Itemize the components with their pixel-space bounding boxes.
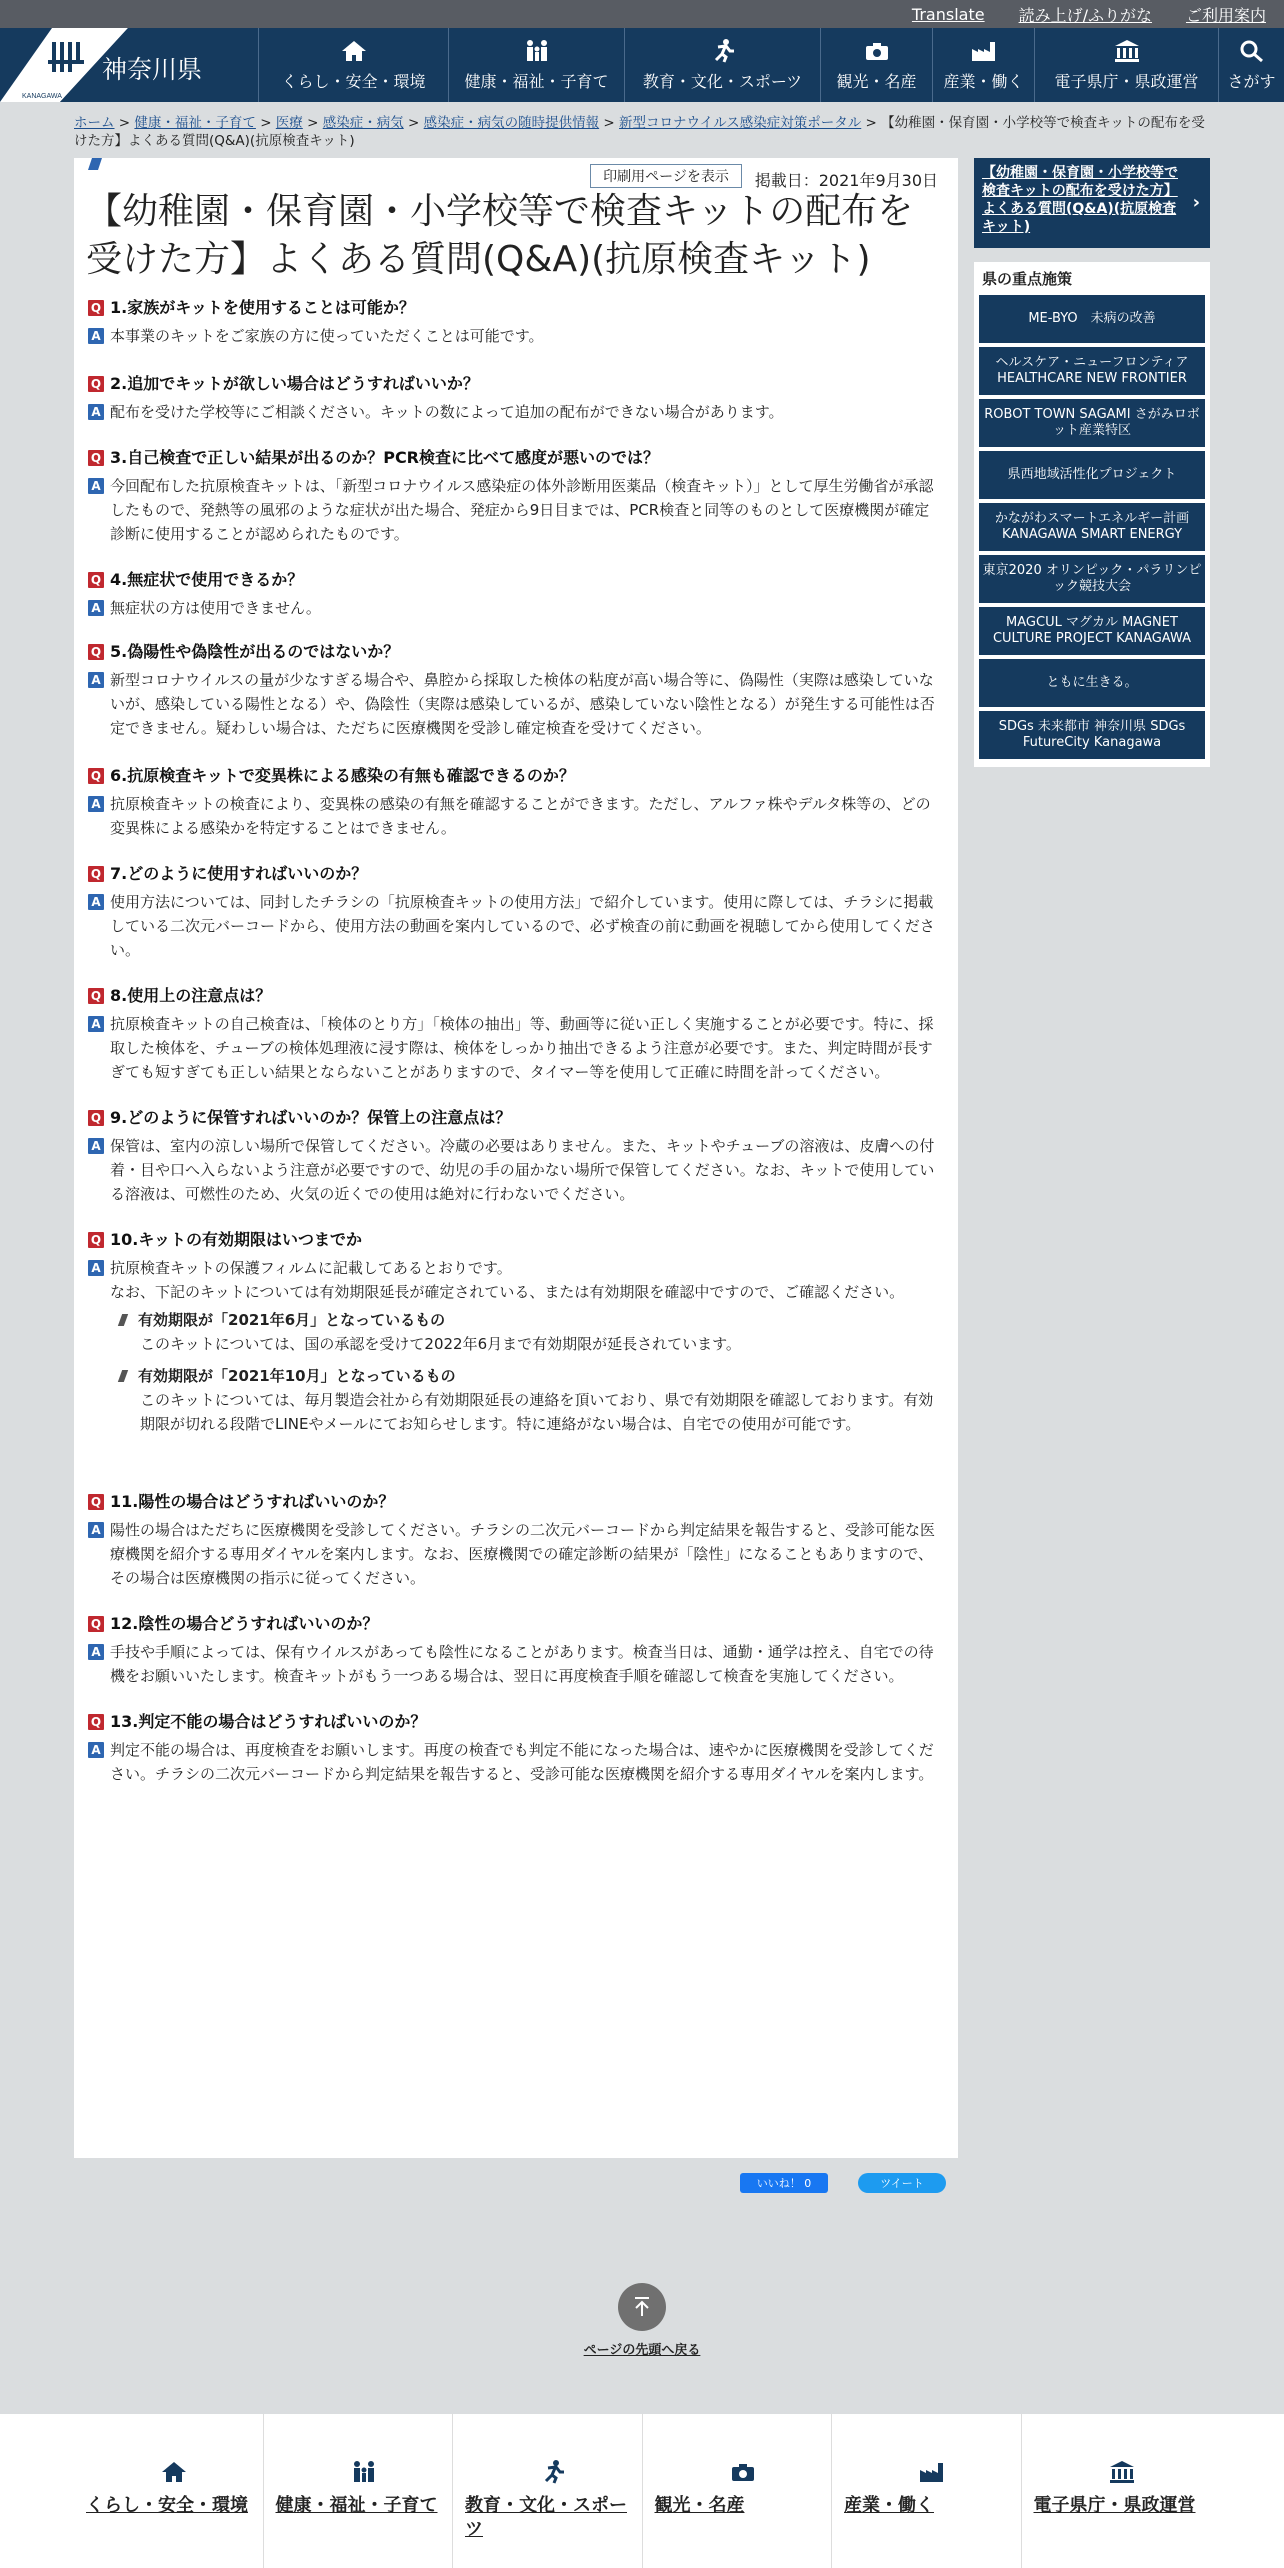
- prefecture-name: 神奈川県: [102, 55, 203, 84]
- facebook-like-button[interactable]: いいね！ 0: [740, 2173, 828, 2193]
- banner-magcul[interactable]: MAGCUL マグカル MAGNET CULTURE PROJECT KANAGAWA: [979, 607, 1205, 655]
- breadcrumb-separator: >: [865, 115, 877, 131]
- government-icon: [1114, 39, 1140, 63]
- furigana-link[interactable]: 読み上げ/ふりがな: [1018, 5, 1152, 25]
- nav-label: 電子県庁・県政運営: [1054, 71, 1199, 91]
- question-badge: Q: [88, 376, 104, 392]
- footer-nav-label: 産業・働く: [844, 2495, 934, 2516]
- question-text: 3.自己検査で正しい結果が出るのか？PCR検査に比べて感度が悪いのでは？: [110, 448, 660, 467]
- family-icon: [524, 39, 550, 63]
- site-header: [0, 28, 1284, 102]
- answer-badge: A: [88, 404, 104, 420]
- print-page-button[interactable]: 印刷用ページを表示: [590, 164, 742, 188]
- question-text: 9.どのように保管すればいいのか？保管上の注意点は？: [110, 1108, 512, 1127]
- qa-item: [88, 766, 940, 840]
- answer-note: なお、下記のキットについては有効期限延長が確定されている、または有効期限を確認中ですので、ご確認ください。: [110, 1283, 905, 1301]
- breadcrumb-separator: >: [307, 115, 319, 131]
- question-badge: Q: [88, 1714, 104, 1730]
- breadcrumb-link[interactable]: 新型コロナウイルス感染症対策ポータル: [619, 115, 862, 131]
- qa-item: [88, 986, 940, 1084]
- qa-item: [88, 374, 940, 424]
- question-badge: Q: [88, 300, 104, 316]
- svg-text:KANAGAWA: KANAGAWA: [22, 93, 62, 100]
- expiry-note-heading: 有効期限が「2021年6月」となっているもの: [138, 1311, 446, 1329]
- question-text: 13.判定不能の場合はどうすればいいのか？: [110, 1712, 427, 1731]
- question-badge: Q: [88, 1232, 104, 1248]
- corner-accent-icon: [88, 158, 102, 170]
- bullet-icon: [118, 1370, 128, 1382]
- nav-health[interactable]: [448, 28, 624, 102]
- bullet-icon: [118, 1314, 128, 1326]
- qa-item: [88, 1230, 940, 1436]
- banner-kensei-project[interactable]: 県西地域活性化プロジェクト: [979, 451, 1205, 499]
- question-badge: Q: [88, 1494, 104, 1510]
- question-text: 6.抗原検査キットで変異株による感染の有無も確認できるのか？: [110, 766, 575, 785]
- banner-robot-town-sagami[interactable]: ROBOT TOWN SAGAMI さがみロボット産業特区: [979, 399, 1205, 447]
- factory-icon: [971, 39, 997, 63]
- banner-tomoni-ikiru[interactable]: ともに生きる。: [979, 659, 1205, 707]
- posted-date: 掲載日：2021年9月30日: [754, 171, 938, 190]
- answer-text: 抗原検査キットの自己検査は、「検体のとり方」「検体の抽出」等、動画等に従い正しく実施することが必要です。特に、採取した検体を、チューブの検体処理液に浸す際は、検体をしっかり抽出できるよう注意が必要です。また、判定時間が長すぎても短すぎても正しい結果とならないことがありますので、タイマー等を使用して正確に時間を計ってください。: [110, 1015, 934, 1081]
- house-icon: [341, 39, 367, 63]
- answer-text: 手技や手順によっては、保有ウイルスがあっても陰性になることがあります。検査当日は、通勤・通学は控え、自宅での待機をお願いいたします。検査キットがもう一つある場合は、翌日に再度検査手順を確認して検査を実施してください。: [110, 1643, 934, 1685]
- breadcrumb-link[interactable]: 感染症・病気の随時提供情報: [423, 115, 600, 131]
- answer-badge: A: [88, 1644, 104, 1660]
- answer-badge: A: [88, 1138, 104, 1154]
- camera-icon: [729, 2460, 757, 2484]
- question-badge: Q: [88, 1616, 104, 1632]
- family-icon: [350, 2460, 378, 2484]
- question-badge: Q: [88, 768, 104, 784]
- answer-badge: A: [88, 1016, 104, 1032]
- sidebar-current-page-link[interactable]: [974, 158, 1210, 248]
- footer-nav-health[interactable]: [263, 2414, 453, 2568]
- global-nav: [258, 28, 1284, 102]
- breadcrumb-separator: >: [603, 115, 615, 131]
- footer-nav-tourism[interactable]: [642, 2414, 832, 2568]
- site-logo[interactable]: [0, 28, 250, 102]
- question-text: 11.陽性の場合はどうすればいいのか？: [110, 1492, 395, 1511]
- qa-item: [88, 298, 940, 348]
- main-content: [74, 158, 958, 2158]
- question-text: 1.家族がキットを使用することは可能か？: [110, 298, 415, 317]
- breadcrumb-separator: >: [408, 115, 420, 131]
- runner-icon: [710, 39, 736, 63]
- qa-item: [88, 448, 940, 546]
- priority-policies-title: 県の重点施策: [982, 270, 1073, 288]
- nav-label: 教育・文化・スポーツ: [642, 71, 803, 91]
- footer-nav-label: 電子県庁・県政運営: [1033, 2495, 1196, 2516]
- breadcrumb-separator: >: [118, 115, 131, 131]
- nav-label: 健康・福祉・子育て: [464, 71, 609, 91]
- nav-search[interactable]: [1218, 28, 1284, 102]
- footer-nav-label: 健康・福祉・子育て: [275, 2495, 438, 2516]
- breadcrumb: [74, 114, 1214, 150]
- answer-text: 無症状の方は使用できません。: [110, 599, 321, 617]
- answer-badge: A: [88, 600, 104, 616]
- question-text: 2.追加でキットが欲しい場合はどうすればいいか？: [110, 374, 479, 393]
- qa-item: [88, 1712, 940, 1786]
- banner-tokyo-2020[interactable]: 東京2020 オリンピック・パラリンピック競技大会: [979, 555, 1205, 603]
- answer-text: 陽性の場合はただちに医療機関を受診してください。チラシの二次元バーコードから判定結果を報告すると、受診可能な医療機関を紹介する専用ダイヤルを案内します。なお、医療機関での確定診断の結果が「陰性」になることもありますので、その場合は医療機関の指示に従ってください。: [110, 1521, 936, 1587]
- question-text: 5.偽陽性や偽陰性が出るのではないか？: [110, 642, 400, 661]
- answer-text: 保管は、室内の涼しい場所で保管してください。冷蔵の必要はありません。また、キットやチューブの溶液は、皮膚への付着・目や口へ入らないよう注意が必要ですので、幼児の手の届かない場所で保管してください。なお、キットで使用している溶液は、可燃性のため、火気の近くでの使用は絶対に行わないでください。: [110, 1137, 935, 1203]
- answer-text: 判定不能の場合は、再度検査をお願いします。再度の検査でも判定不能になった場合は、速やかに医療機関を受診してください。チラシの二次元バーコードから判定結果を報告すると、受診可能な医療機関を紹介する専用ダイヤルを案内します。: [110, 1741, 934, 1783]
- answer-badge: A: [88, 1522, 104, 1538]
- banner-mebyo[interactable]: ME-BYO 未病の改善: [979, 295, 1205, 343]
- runner-icon: [539, 2460, 567, 2484]
- footer-nav-living[interactable]: [74, 2414, 263, 2568]
- question-text: 10.キットの有効期限はいつまでか: [110, 1230, 363, 1249]
- banner-smart-energy[interactable]: かながわスマートエネルギー計画 KANAGAWA SMART ENERGY: [979, 503, 1205, 551]
- tweet-button[interactable]: ツイート: [858, 2173, 946, 2193]
- nav-label: 観光・名産: [836, 71, 917, 91]
- back-to-top-label: ページの先頭へ戻る: [583, 2343, 701, 2358]
- breadcrumb-separator: >: [260, 115, 272, 131]
- chevron-right-icon: ›: [1192, 192, 1200, 213]
- house-icon: [160, 2460, 188, 2484]
- qa-item: [88, 864, 940, 962]
- expiry-note-body: このキットについては、毎月製造会社から有効期限延長の連絡を頂いており、県で有効期限を確認しております。有効期限が切れる段階でLINEやメールにてお知らせします。特に連絡がない場合は、自宅での使用が可能です。: [140, 1391, 934, 1433]
- answer-badge: A: [88, 478, 104, 494]
- question-badge: Q: [88, 644, 104, 660]
- question-badge: Q: [88, 572, 104, 588]
- sidebar-link-label: 【幼稚園・保育園・小学校等で検査キットの配布を受けた方】よくある質問(Q&A)(抗原検査キット): [982, 165, 1178, 235]
- back-to-top[interactable]: [570, 2283, 714, 2358]
- qa-item: [88, 1614, 940, 1688]
- answer-badge: A: [88, 672, 104, 688]
- footer-nav: [0, 2414, 1284, 2568]
- expiry-note: [120, 1308, 940, 1356]
- answer-text: 今回配布した抗原検査キットは、「新型コロナウイルス感染症の体外診断用医薬品（検査キット）」として厚生労働省が承認したもので、発熱等の風邪のような症状が出た場合、発症から9日目までは、PCR検査と同等のものとして医療機関が確定診断に使用することが認められたものです。: [110, 477, 934, 543]
- answer-text: 抗原検査キットの検査により、変異株の感染の有無を確認することができます。ただし、アルファ株やデルタ株等の、どの変異株による感染かを特定することはできません。: [110, 795, 931, 837]
- answer-badge: A: [88, 796, 104, 812]
- camera-icon: [864, 39, 890, 63]
- answer-text: 本事業のキットをご家族の方に使っていただくことは可能です。: [110, 327, 544, 345]
- expiry-note: [120, 1364, 940, 1436]
- breadcrumb-current: 【幼稚園・保育園・小学校等で検査キットの配布を受けた方】よくある質問(Q&A)(抗原検査キット): [74, 115, 1205, 149]
- nav-government[interactable]: [1034, 28, 1218, 102]
- nav-label: さがす: [1227, 71, 1276, 91]
- question-badge: Q: [88, 866, 104, 882]
- footer-nav-label: 教育・文化・スポーツ: [465, 2495, 627, 2540]
- question-text: 7.どのように使用すればいいのか？: [110, 864, 368, 883]
- sidebar: [974, 158, 1210, 767]
- answer-text: 使用方法については、同封したチラシの「抗原検査キットの使用方法」で紹介しています。使用に際しては、チラシに掲載している二次元バーコードから、使用方法の動画を案内しているので、必ず検査の前に動画を視聴してから使用してください。: [110, 893, 935, 959]
- nav-label: 産業・働く: [943, 71, 1024, 91]
- answer-text: 抗原検査キットの保護フィルムに記載してあるとおりです。: [110, 1259, 512, 1277]
- nav-tourism[interactable]: [820, 28, 932, 102]
- nav-living[interactable]: [258, 28, 448, 102]
- usage-guide-link[interactable]: ご利用案内: [1185, 5, 1266, 25]
- search-icon: [1239, 39, 1265, 63]
- question-badge: Q: [88, 988, 104, 1004]
- answer-text: 新型コロナウイルスの量が少なすぎる場合や、鼻腔から採取した検体の粘度が高い場合等に、偽陽性（実際は感染していないが、感染している陽性となる）や、偽陰性（実際は感染しているが、感染していない陰性となる）が発生する可能性は否定できません。疑わしい場合は、ただちに医療機関を受診し確定検査を受けてください。: [110, 671, 935, 737]
- question-text: 4.無症状で使用できるか？: [110, 570, 304, 589]
- qa-item: [88, 642, 940, 740]
- factory-icon: [918, 2460, 946, 2484]
- share-buttons: [740, 2173, 946, 2193]
- arrow-up-icon: [618, 2283, 666, 2331]
- footer-nav-industry[interactable]: [831, 2414, 1021, 2568]
- question-text: 8.使用上の注意点は？: [110, 986, 272, 1005]
- qa-item: [88, 570, 940, 620]
- answer-badge: A: [88, 1260, 104, 1276]
- breadcrumb-link[interactable]: 健康・福祉・子育て: [134, 115, 256, 131]
- answer-badge: A: [88, 894, 104, 910]
- nav-label: くらし・安全・環境: [281, 71, 426, 91]
- question-badge: Q: [88, 450, 104, 466]
- banner-sdgs[interactable]: SDGs 未来都市 神奈川県 SDGs FutureCity Kanagawa: [979, 711, 1205, 759]
- footer-nav-education[interactable]: [452, 2414, 642, 2568]
- question-text: 12.陰性の場合どうすればいいのか？: [110, 1614, 379, 1633]
- translate-link[interactable]: Translate: [911, 4, 985, 24]
- nav-education[interactable]: [624, 28, 820, 102]
- expiry-note-heading: 有効期限が「2021年10月」となっているもの: [138, 1367, 456, 1385]
- breadcrumb-link[interactable]: 感染症・病気: [322, 115, 404, 131]
- answer-badge: A: [88, 328, 104, 344]
- priority-policies-box: [974, 262, 1210, 767]
- government-icon: [1108, 2460, 1136, 2484]
- breadcrumb-link[interactable]: 医療: [275, 115, 303, 131]
- answer-text: 配布を受けた学校等にご相談ください。キットの数によって追加の配布ができない場合があります。: [110, 403, 784, 421]
- banner-healthcare-new-frontier[interactable]: ヘルスケア・ニューフロンティア HEALTHCARE NEW FRONTIER: [979, 347, 1205, 395]
- expiry-note-body: このキットについては、国の承認を受けて2022年6月まで有効期限が延長されています。: [140, 1335, 741, 1353]
- footer-nav-government[interactable]: [1021, 2414, 1211, 2568]
- answer-badge: A: [88, 1742, 104, 1758]
- breadcrumb-link[interactable]: ホーム: [74, 115, 115, 131]
- page-title: 【幼稚園・保育園・小学校等で検査キットの配布を受けた方】よくある質問(Q&A)(抗原検査キット): [86, 191, 914, 280]
- utility-bar: [0, 0, 1284, 28]
- qa-item: [88, 1492, 940, 1590]
- footer-nav-label: 観光・名産: [654, 2495, 745, 2516]
- nav-industry[interactable]: [932, 28, 1034, 102]
- question-badge: Q: [88, 1110, 104, 1126]
- footer-nav-label: くらし・安全・環境: [86, 2495, 248, 2516]
- qa-item: [88, 1108, 940, 1206]
